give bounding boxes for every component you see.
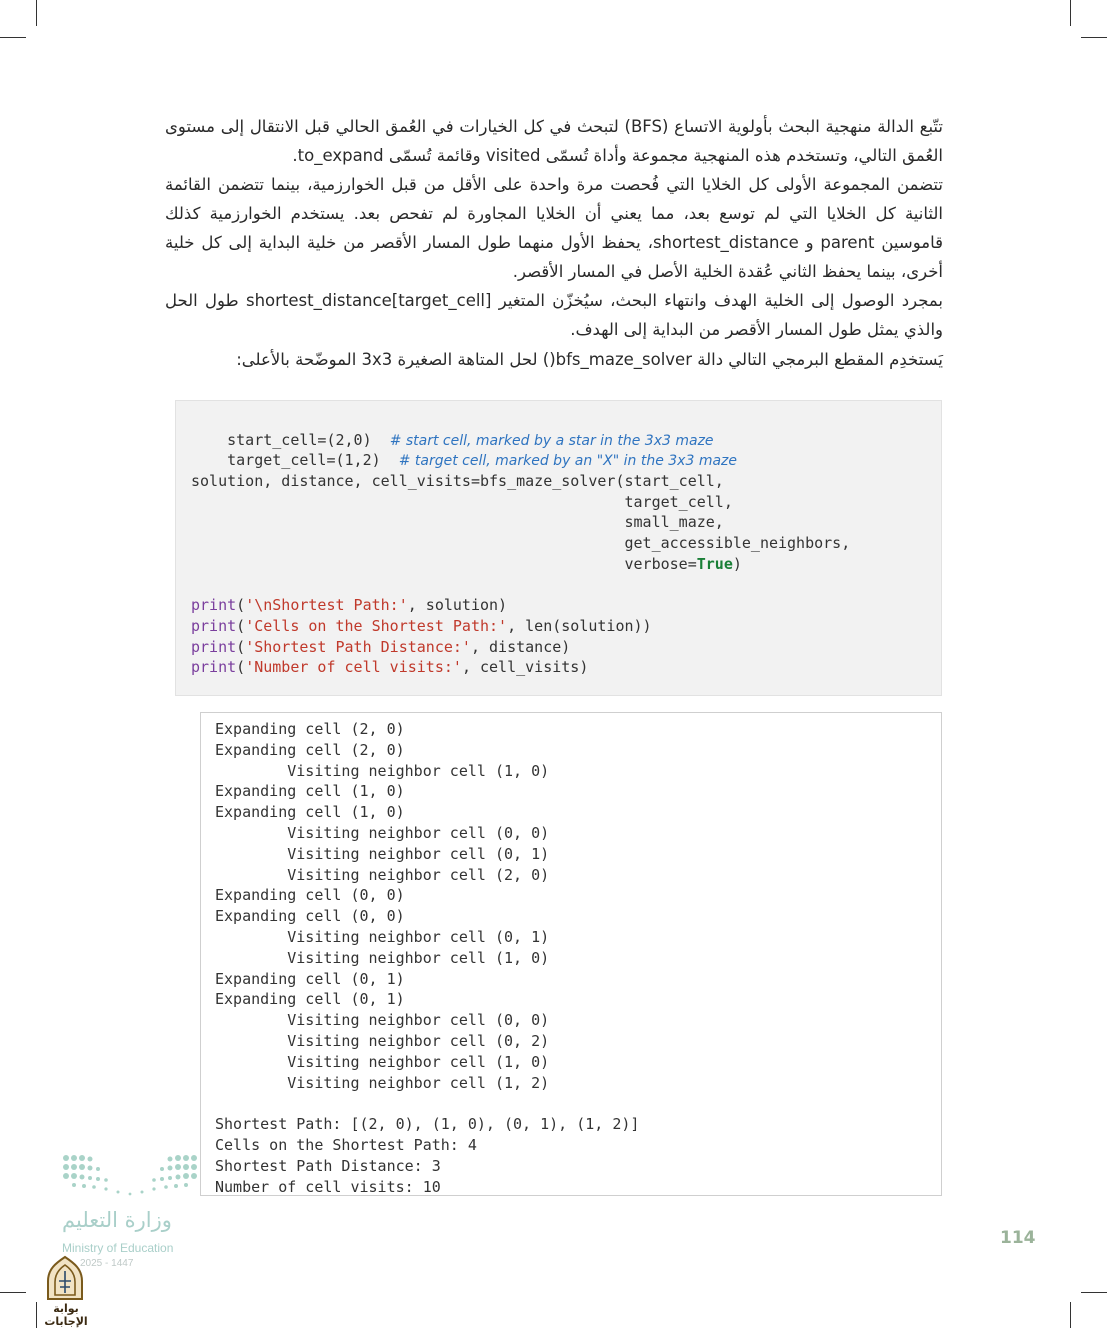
code-line: print('\nShortest Path:', solution) [191,596,508,615]
paragraph-lead: يَستخدِم المقطع البرمجي التالي دالة bfs_maze_solver() لحل المتاهة الصغيرة 3x3 الموضّحة بالأعلى: [236,350,943,369]
code-string: 'Shortest Path Distance:' [245,637,471,656]
code-output-cell [200,712,942,1196]
output-line: Visiting neighbor cell (1, 0) [215,948,550,967]
code-bool: True [696,554,733,573]
paragraph-line: تتّبع الدالة منهجية البحث بأولوية الاتساع (BFS) لتبحث في كل الخيارات في العُمق الحالي قبل الانتقال إلى مستوى العُمق التالي، وتستخدم هذه المنهجية مجموعة وأداة تُسمّى visited وقائمة تُسمّى to_expand. [165,117,943,165]
output-line: Expanding cell (1, 0) [215,782,405,801]
output-line: Visiting neighbor cell (0, 1) [215,844,550,863]
output-line: Number of cell visits: 10 [215,1177,441,1196]
code-line: small_maze, [191,513,724,532]
code-string: '\nShortest Path:' [245,596,408,615]
output-line: Visiting neighbor cell (1, 2) [215,1073,550,1092]
output-line: Expanding cell (1, 0) [215,803,405,822]
code-func: print [191,616,237,635]
code-comment: # start cell, marked by a star in the 3x3 maze [389,432,714,449]
output-line [215,1093,941,1114]
code-text: , distance) [470,637,571,656]
code-line [191,409,941,449]
page-number: 114 [1000,1228,1036,1248]
code-comment: # target cell, marked by an "X" in the 3x3 maze [398,453,737,470]
output-line: Expanding cell (2, 0) [215,720,405,738]
crop-mark [1070,1302,1071,1328]
output-line: Shortest Path Distance: 3 [215,1156,441,1175]
crop-mark [1081,37,1107,38]
crop-mark [36,0,37,26]
code-line [191,554,941,575]
code-text: start_cell=(2,0) [227,430,372,449]
ministry-year: 2025 - 1447 [80,1258,134,1269]
code-line: get_accessible_neighbors, [191,534,851,553]
code-text: target_cell=(1,2) [227,451,381,470]
code-text: , solution) [407,596,508,615]
output-line: Expanding cell (0, 0) [215,886,405,905]
code-text: verbose= [191,554,697,573]
code-input-cell [175,400,942,696]
portal-label: بوابة الإجابات [44,1302,88,1328]
output-line: Cells on the Shortest Path: 4 [215,1135,477,1154]
code-func: print [191,658,237,677]
code-line [191,575,941,596]
code-text: , len(solution)) [507,616,652,635]
output-line: Visiting neighbor cell (0, 2) [215,1031,550,1050]
output-line: Expanding cell (2, 0) [215,740,405,759]
crop-mark [0,37,26,38]
code-line: target_cell, [191,492,733,511]
paragraph-line: تتضمن المجموعة الأولى كل الخلايا التي فُحصت مرة واحدة على الأقل من قبل الخوارزمية، بينما تتضمن القائمة الثانية كل الخلايا التي لم توسع بعد، مما يعني أن الخلايا المجاورة لم تفحص بعد. يستخدم الخوارزمية كذلك قاموسين parent و shortest_distance، يحفظ الأول منهما طول المسار الأقصر من خلية البداية إلى كل خلية أخرى، بينما يحفظ الثاني عُقدة الخلية الأصل في المسار الأقصر. [165,175,944,281]
code-text: , cell_visits) [461,658,589,677]
crop-mark [0,1292,26,1293]
code-text: ) [732,554,742,573]
code-line: solution, distance, cell_visits=bfs_maze_solver(start_cell, [191,472,724,491]
output-line: Visiting neighbor cell (2, 0) [215,865,550,884]
crop-mark [1070,0,1071,26]
code-string: 'Cells on the Shortest Path:' [245,616,508,635]
ministry-name-arabic: وزارة التعليم [62,1208,172,1232]
output-line: Shortest Path: [(2, 0), (1, 0), (0, 1), (1, 2)] [215,1115,640,1134]
code-func: print [191,596,237,615]
portal-logo-icon [44,1255,86,1301]
output-line: Visiting neighbor cell (1, 0) [215,1052,550,1071]
ministry-logo-icon [60,1152,200,1198]
output-line: Expanding cell (0, 1) [215,990,405,1009]
output-line: Visiting neighbor cell (0, 0) [215,823,550,842]
code-line: print('Cells on the Shortest Path:', len(solution)) [191,616,652,635]
code-func: print [191,637,237,656]
code-line: print('Shortest Path Distance:', distance) [191,637,571,656]
crop-mark [1081,1292,1107,1293]
output-line: Visiting neighbor cell (0, 1) [215,927,550,946]
ministry-name-english: Ministry of Education [62,1241,174,1255]
code-line: print('Number of cell visits:', cell_visits) [191,658,589,677]
output-line: Visiting neighbor cell (0, 0) [215,1011,550,1030]
body-paragraph [165,112,943,374]
output-line: Expanding cell (0, 1) [215,969,405,988]
code-string: 'Number of cell visits:' [245,658,462,677]
paragraph-line: بمجرد الوصول إلى الخلية الهدف وانتهاء البحث، سيُخزّن المتغير shortest_distance[target_cell] طول الحل والذي يمثل طول المسار الأقصر من البداية إلى الهدف. [165,291,943,339]
output-line: Visiting neighbor cell (1, 0) [215,761,550,780]
output-line: Expanding cell (0, 0) [215,907,405,926]
